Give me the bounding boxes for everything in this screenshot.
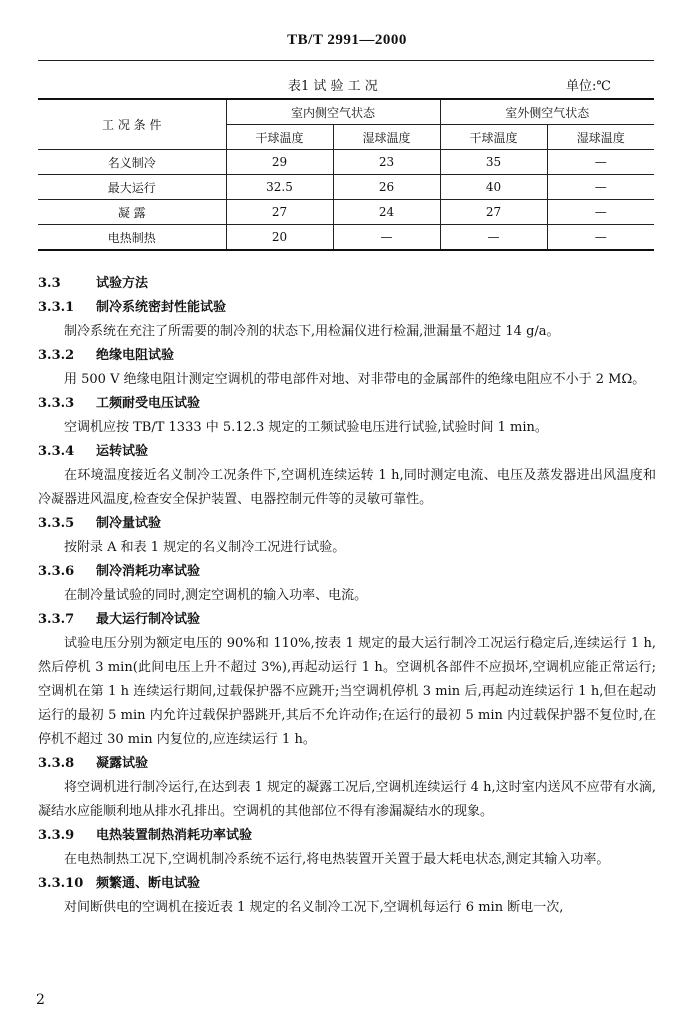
section-number: 3.3.2 [38,348,75,363]
table-cell: 40 [440,175,547,200]
section-paragraph: 空调机应按 TB/T 1333 中 5.12.3 规定的工频试验电压进行试验,试验时间 1 min。 [64,420,548,435]
section-paragraph: 在电热制热工况下,空调机制冷系统不运行,将电热装置开关置于最大耗电状态,测定其输入功率。 [64,852,610,867]
test-conditions-table [38,98,654,251]
section-paragraph: 用 500 V 绝缘电阻计测定空调机的带电部件对地、对非带电的金属部件的绝缘电阻应不小于 2 MΩ。 [64,372,646,387]
section-heading [38,824,656,848]
section-paragraph: 制冷系统在充注了所需要的制冷剂的状态下,用检漏仪进行检漏,泄漏量不超过 14 g/a。 [64,324,560,339]
section-title: 工频耐受电压试验 [96,396,201,411]
table-cell: 27 [226,200,333,225]
section-title: 电热装置制热消耗功率试验 [96,828,253,843]
section-title: 试验方法 [96,276,149,291]
table-cell: 29 [226,150,333,175]
document-body [38,272,656,920]
table-row [38,225,654,251]
section-number: 3.3 [38,276,61,291]
section-heading [38,560,656,584]
section-title: 制冷消耗功率试验 [96,564,201,579]
section-heading [38,272,656,296]
section-title: 运转试验 [96,444,149,459]
table-subheader: 干球温度 [440,125,547,150]
section-heading [38,512,656,536]
section-title: 最大运行制冷试验 [96,612,201,627]
section-paragraph: 对间断供电的空调机在接近表 1 规定的名义制冷工况下,空调机每运行 6 min 断电一次, [64,900,564,915]
table-row [38,200,654,225]
table-subheader: 干球温度 [226,125,333,150]
table-cell: — [547,225,654,251]
section-heading [38,296,656,320]
section-number: 3.3.10 [38,876,84,891]
outdoor-air-state-header: 室外侧空气状态 [440,99,654,125]
section-title: 制冷量试验 [96,516,162,531]
row-label: 凝 露 [38,200,226,225]
table-corner-label: 工 况 条 件 [38,99,226,150]
table-cell: 26 [333,175,440,200]
section-heading [38,344,656,368]
section-paragraph: 在制冷量试验的同时,测定空调机的输入功率、电流。 [64,588,368,603]
standard-code-header: TB/T 2991—2000 [287,32,407,48]
section-heading [38,608,656,632]
header-rule [38,60,654,61]
page-number: 2 [36,992,45,1008]
table-cell: — [547,150,654,175]
section-heading [38,392,656,416]
row-label: 电热制热 [38,225,226,251]
section-heading [38,752,656,776]
table-header-row [38,99,654,125]
section-title: 凝露试验 [96,756,149,771]
section-number: 3.3.8 [38,756,75,771]
section-title: 频繁通、断电试验 [96,876,201,891]
section-number: 3.3.4 [38,444,75,459]
section-heading [38,872,656,896]
section-number: 3.3.1 [38,300,75,315]
table-subheader: 湿球温度 [547,125,654,150]
row-label: 最大运行 [38,175,226,200]
table-cell: — [333,225,440,251]
table-row [38,150,654,175]
table-cell: — [547,175,654,200]
table-cell: — [440,225,547,251]
section-paragraph: 试验电压分别为额定电压的 90%和 110%,按表 1 规定的最大运行制冷工况运行稳定后,连续运行 1 h,然后停机 3 min(此间电压上升不超过 3%),再起动运行 1 h。空调机各部件不应损坏,空调机应能正常运行;空调机在第 1 h 连续运行期间,过载保护器不应跳开;当空调机停机 3 min 后,再起动连续运行 1 h,但在起动运行的最初 5 min 内允许过载保护器跳开,其后不允许动作;在运行的最初 5 min 内过载保护器不复位时,在停机不超过 30 min 内复位的,应连续运行 1 h。 [38,636,656,747]
table-subheader: 湿球温度 [333,125,440,150]
table-cell: — [547,200,654,225]
table-cell: 35 [440,150,547,175]
section-heading [38,440,656,464]
section-number: 3.3.6 [38,564,75,579]
section-title: 绝缘电阻试验 [96,348,175,363]
indoor-air-state-header: 室内侧空气状态 [226,99,440,125]
table-unit: 单位:℃ [566,79,611,94]
section-paragraph: 在环境温度接近名义制冷工况条件下,空调机连续运转 1 h,同时测定电流、电压及蒸发器进出风温度和冷凝器进风温度,检查安全保护装置、电器控制元件等的灵敏可靠性。 [38,468,656,507]
table-cell: 20 [226,225,333,251]
table-row [38,175,654,200]
section-number: 3.3.9 [38,828,75,843]
section-paragraph: 按附录 A 和表 1 规定的名义制冷工况进行试验。 [64,540,346,555]
section-number: 3.3.3 [38,396,75,411]
table-caption: 表1 试 验 工 况 [288,79,378,94]
section-number: 3.3.7 [38,612,75,627]
table-cell: 27 [440,200,547,225]
section-paragraph: 将空调机进行制冷运行,在达到表 1 规定的凝露工况后,空调机连续运行 4 h,这时室内送风不应带有水滴,凝结水应能顺利地从排水孔排出。空调机的其他部位不得有渗漏凝结水的现象。 [38,780,656,819]
table-cell: 32.5 [226,175,333,200]
row-label: 名义制冷 [38,150,226,175]
table-cell: 24 [333,200,440,225]
section-number: 3.3.5 [38,516,75,531]
table-cell: 23 [333,150,440,175]
section-title: 制冷系统密封性能试验 [96,300,227,315]
